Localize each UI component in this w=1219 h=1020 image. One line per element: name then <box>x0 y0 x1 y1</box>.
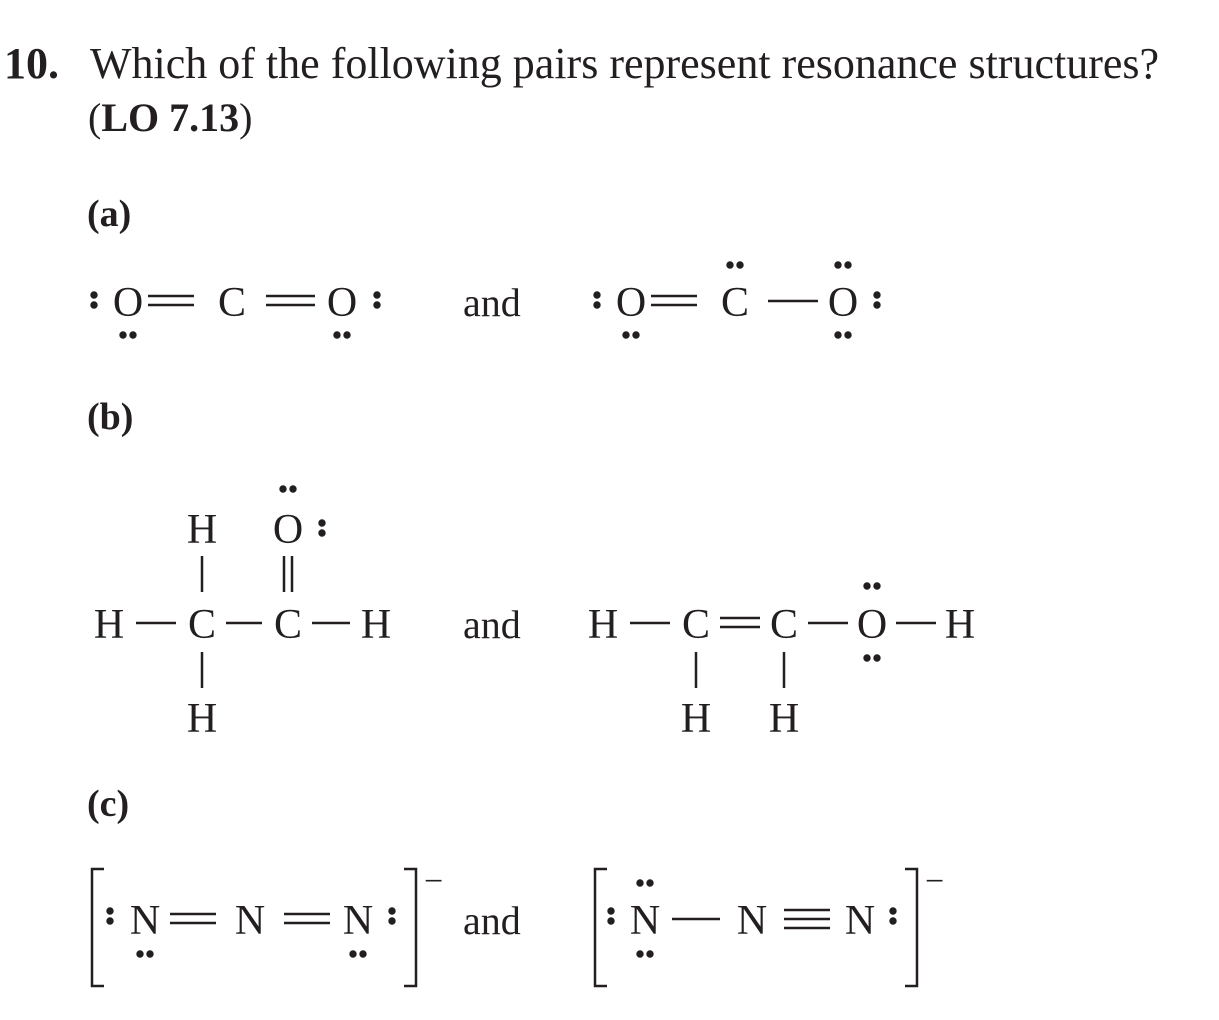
lone-pair <box>864 655 880 661</box>
atom-c: C <box>769 602 799 648</box>
lone-pair <box>350 951 366 957</box>
part-a-structure-right <box>594 262 880 338</box>
lone-pair <box>107 908 113 924</box>
atom-o: O <box>827 280 859 326</box>
lone-pair <box>608 908 614 924</box>
question-text: Which of the following pairs represent resonance structures? <box>90 39 1160 88</box>
left-bracket <box>92 869 104 986</box>
part-c-structure-left <box>92 863 443 986</box>
charge-minus: − <box>925 863 945 900</box>
atom-h: H <box>944 602 976 648</box>
lone-pair <box>594 292 600 308</box>
atom-n: N <box>844 898 876 944</box>
atom-c: C <box>720 280 750 326</box>
atom-h: H <box>587 602 619 648</box>
lone-pair <box>91 292 97 308</box>
atom-o: O <box>112 280 144 326</box>
atom-c: C <box>187 602 217 648</box>
and-text: and <box>463 602 521 647</box>
atom-h: H <box>93 602 125 648</box>
part-a-label: (a) <box>87 193 132 235</box>
part-a-structure-left <box>91 280 380 338</box>
atom-o: O <box>615 280 647 326</box>
right-bracket <box>905 869 917 986</box>
lone-pair <box>280 486 296 492</box>
atom-o: O <box>272 507 304 553</box>
lone-pair <box>637 880 653 886</box>
atom-c: C <box>681 602 711 648</box>
atom-c: C <box>273 602 303 648</box>
and-text: and <box>463 280 521 325</box>
part-b-structure-right <box>588 583 975 742</box>
atom-n: N <box>736 898 768 944</box>
lone-pair <box>835 262 851 268</box>
atom-h: H <box>680 696 712 742</box>
lone-pair <box>334 332 350 338</box>
lone-pair <box>120 332 136 338</box>
charge-minus: − <box>424 863 444 900</box>
lone-pair <box>874 292 880 308</box>
atom-n: N <box>342 898 374 944</box>
atom-o: O <box>856 602 888 648</box>
lone-pair <box>727 262 743 268</box>
atom-h: H <box>186 507 218 553</box>
lo-label: LO 7.13 <box>101 95 240 140</box>
lone-pair <box>374 292 380 308</box>
lone-pair <box>637 951 653 957</box>
part-b-label: (b) <box>87 396 134 438</box>
lone-pair <box>864 583 880 589</box>
atom-n: N <box>234 898 266 944</box>
right-bracket <box>404 869 416 986</box>
part-c-label: (c) <box>87 783 130 825</box>
atom-n: N <box>129 898 161 944</box>
atom-n: N <box>629 898 661 944</box>
lo-close-paren: ) <box>239 95 253 140</box>
and-text: and <box>463 898 521 943</box>
atom-h: H <box>186 696 218 742</box>
part-b-structure-left <box>94 486 391 742</box>
lone-pair <box>835 332 851 338</box>
lone-pair <box>890 908 896 924</box>
part-c-structure-right <box>595 863 944 986</box>
lone-pair <box>623 332 639 338</box>
lone-pair <box>389 908 395 924</box>
lo-open-paren: ( <box>88 95 102 140</box>
lone-pair <box>137 951 153 957</box>
lone-pair <box>319 520 325 536</box>
atom-o: O <box>326 280 358 326</box>
left-bracket <box>595 869 607 986</box>
question-number: 10. <box>4 39 59 88</box>
atom-h: H <box>768 696 800 742</box>
atom-c: C <box>217 280 247 326</box>
atom-h: H <box>360 602 392 648</box>
